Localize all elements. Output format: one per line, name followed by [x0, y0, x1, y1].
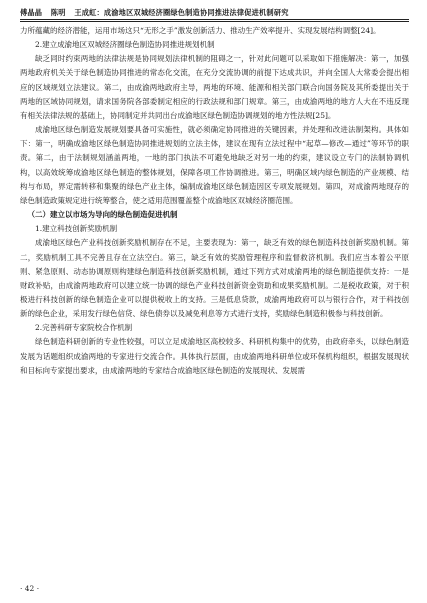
section-heading: （二）建立以市场为导向的绿色制造促进机制 [27, 210, 178, 220]
paragraph-continuation: 力所蕴藏的经济潜能，运用市场这只“无形之手”激发创新活力、推动生产效率提升、实现发展结构调整[24]。 [20, 26, 381, 35]
header-author-2: 陈明 [50, 8, 66, 17]
paragraph: 绿色制造科研创新的专业性较强，可以立足成渝地区高校较多、科研机构集中的优势，由政府牵头，以绿色制造发展为话题组织成渝两地的专家进行交流合作。具体执行层面，由成渝两地科研单位或环保机构组织，根据发展现状和目标向专家提出要求，由成渝两地的专家结合成渝地区绿色制造的发展现状、发展需 [20, 337, 409, 375]
header-rule-thin [20, 21, 409, 22]
page-number: · 42 · [20, 584, 40, 593]
subheading-planning-mechanism: 2.建立成渝地区双城经济圈绿色制造协同推进规划机制 [35, 40, 215, 50]
header-article-title: 王成虹：成渝地区双城经济圈绿色制造协同推进法律促进机制研究 [74, 8, 289, 17]
subheading-expert-cooperation: 2.完善科研专家院校合作机制 [35, 323, 133, 333]
subheading-innovation-reward: 1.建立科技创新奖励机制 [35, 224, 118, 234]
header-author-1: 傅晶晶 [20, 8, 43, 17]
body-text [20, 24, 409, 579]
header-rule-thick [20, 19, 409, 20]
running-header [20, 6, 409, 19]
paragraph: 缺乏同时约束两地的法律法规是协同规划法律机制的阻碍之一，针对此问题可以采取如下措施解决：第一，加强两地政府机关关于绿色制造协同推进的常态化交流，在充分交流协调的前提下达成共识，并向全国人大常委会提出相应的区域规划立法建议。第二，由成渝两地政府主导，两地的环境、能源和相关部门联合向国务院及其所委提出关于两地的区域协同规划，请求国务院各部委制定相应的行政法规和部门规章。第三，由成渝两地的地方人大在不违反现有相关法律法规的基础上，协同制定并共同出台成渝地区绿色制造协调规划的地方性法规[25]。 [20, 54, 409, 120]
paragraph: 成渝地区绿色制造发展规划要具备可实施性，就必须确定协同推进的关键因素，并处理和改进法制架构。具体如下：第一，明确成渝地区绿色制造协同推进规划的立法主体，建议在现有立法过程中“起草—修改—通过”等环节的职责。第二，由于法制规划涵盖两地，一地的部门执法不可避免地缺乏对另一地的约束，建议设立专门的法制协调机构，以高效统筹成渝地区绿色制造的整体规划，保障各项工作协调推进。第三，明确区域内绿色制造的产业规模、结构与布局，界定需转移和集聚的绿色产业主体，编制成渝地区绿色制造因区专项发展规划。第四，对成渝两地现存的绿色制造政策规定进行统筹整合，使之适用范围覆盖整个成渝地区双城经济圈范围。 [20, 125, 409, 205]
paragraph: 成渝地区绿色产业科技创新奖励机制存在不足，主要表现为：第一，缺乏有效的绿色制造科技创新奖励机制。第二，奖励机制工具不完善且存在立法空白。第三，缺乏有效的奖励管理程序和监督救济机制。我们应当本着公平原则、紧急原则、动态协调原则构建绿色制造科技创新奖励机制，通过下列方式对成渝两地的绿色制造提供支持：一是财政补贴，由成渝两地政府可以建立统一协调的绿色产业科技创新资金资助和成果奖励机制。二是税收政策，对于积极进行科技创新的绿色制造企业可以提供税收上的支持。三是低息贷款，成渝两地政府可以与银行合作，对于科技创新的绿色企业，采用发行绿色信贷、绿色债券以及减免利息等方式进行支持，奖励绿色制造积极参与科技创新。 [20, 238, 409, 319]
